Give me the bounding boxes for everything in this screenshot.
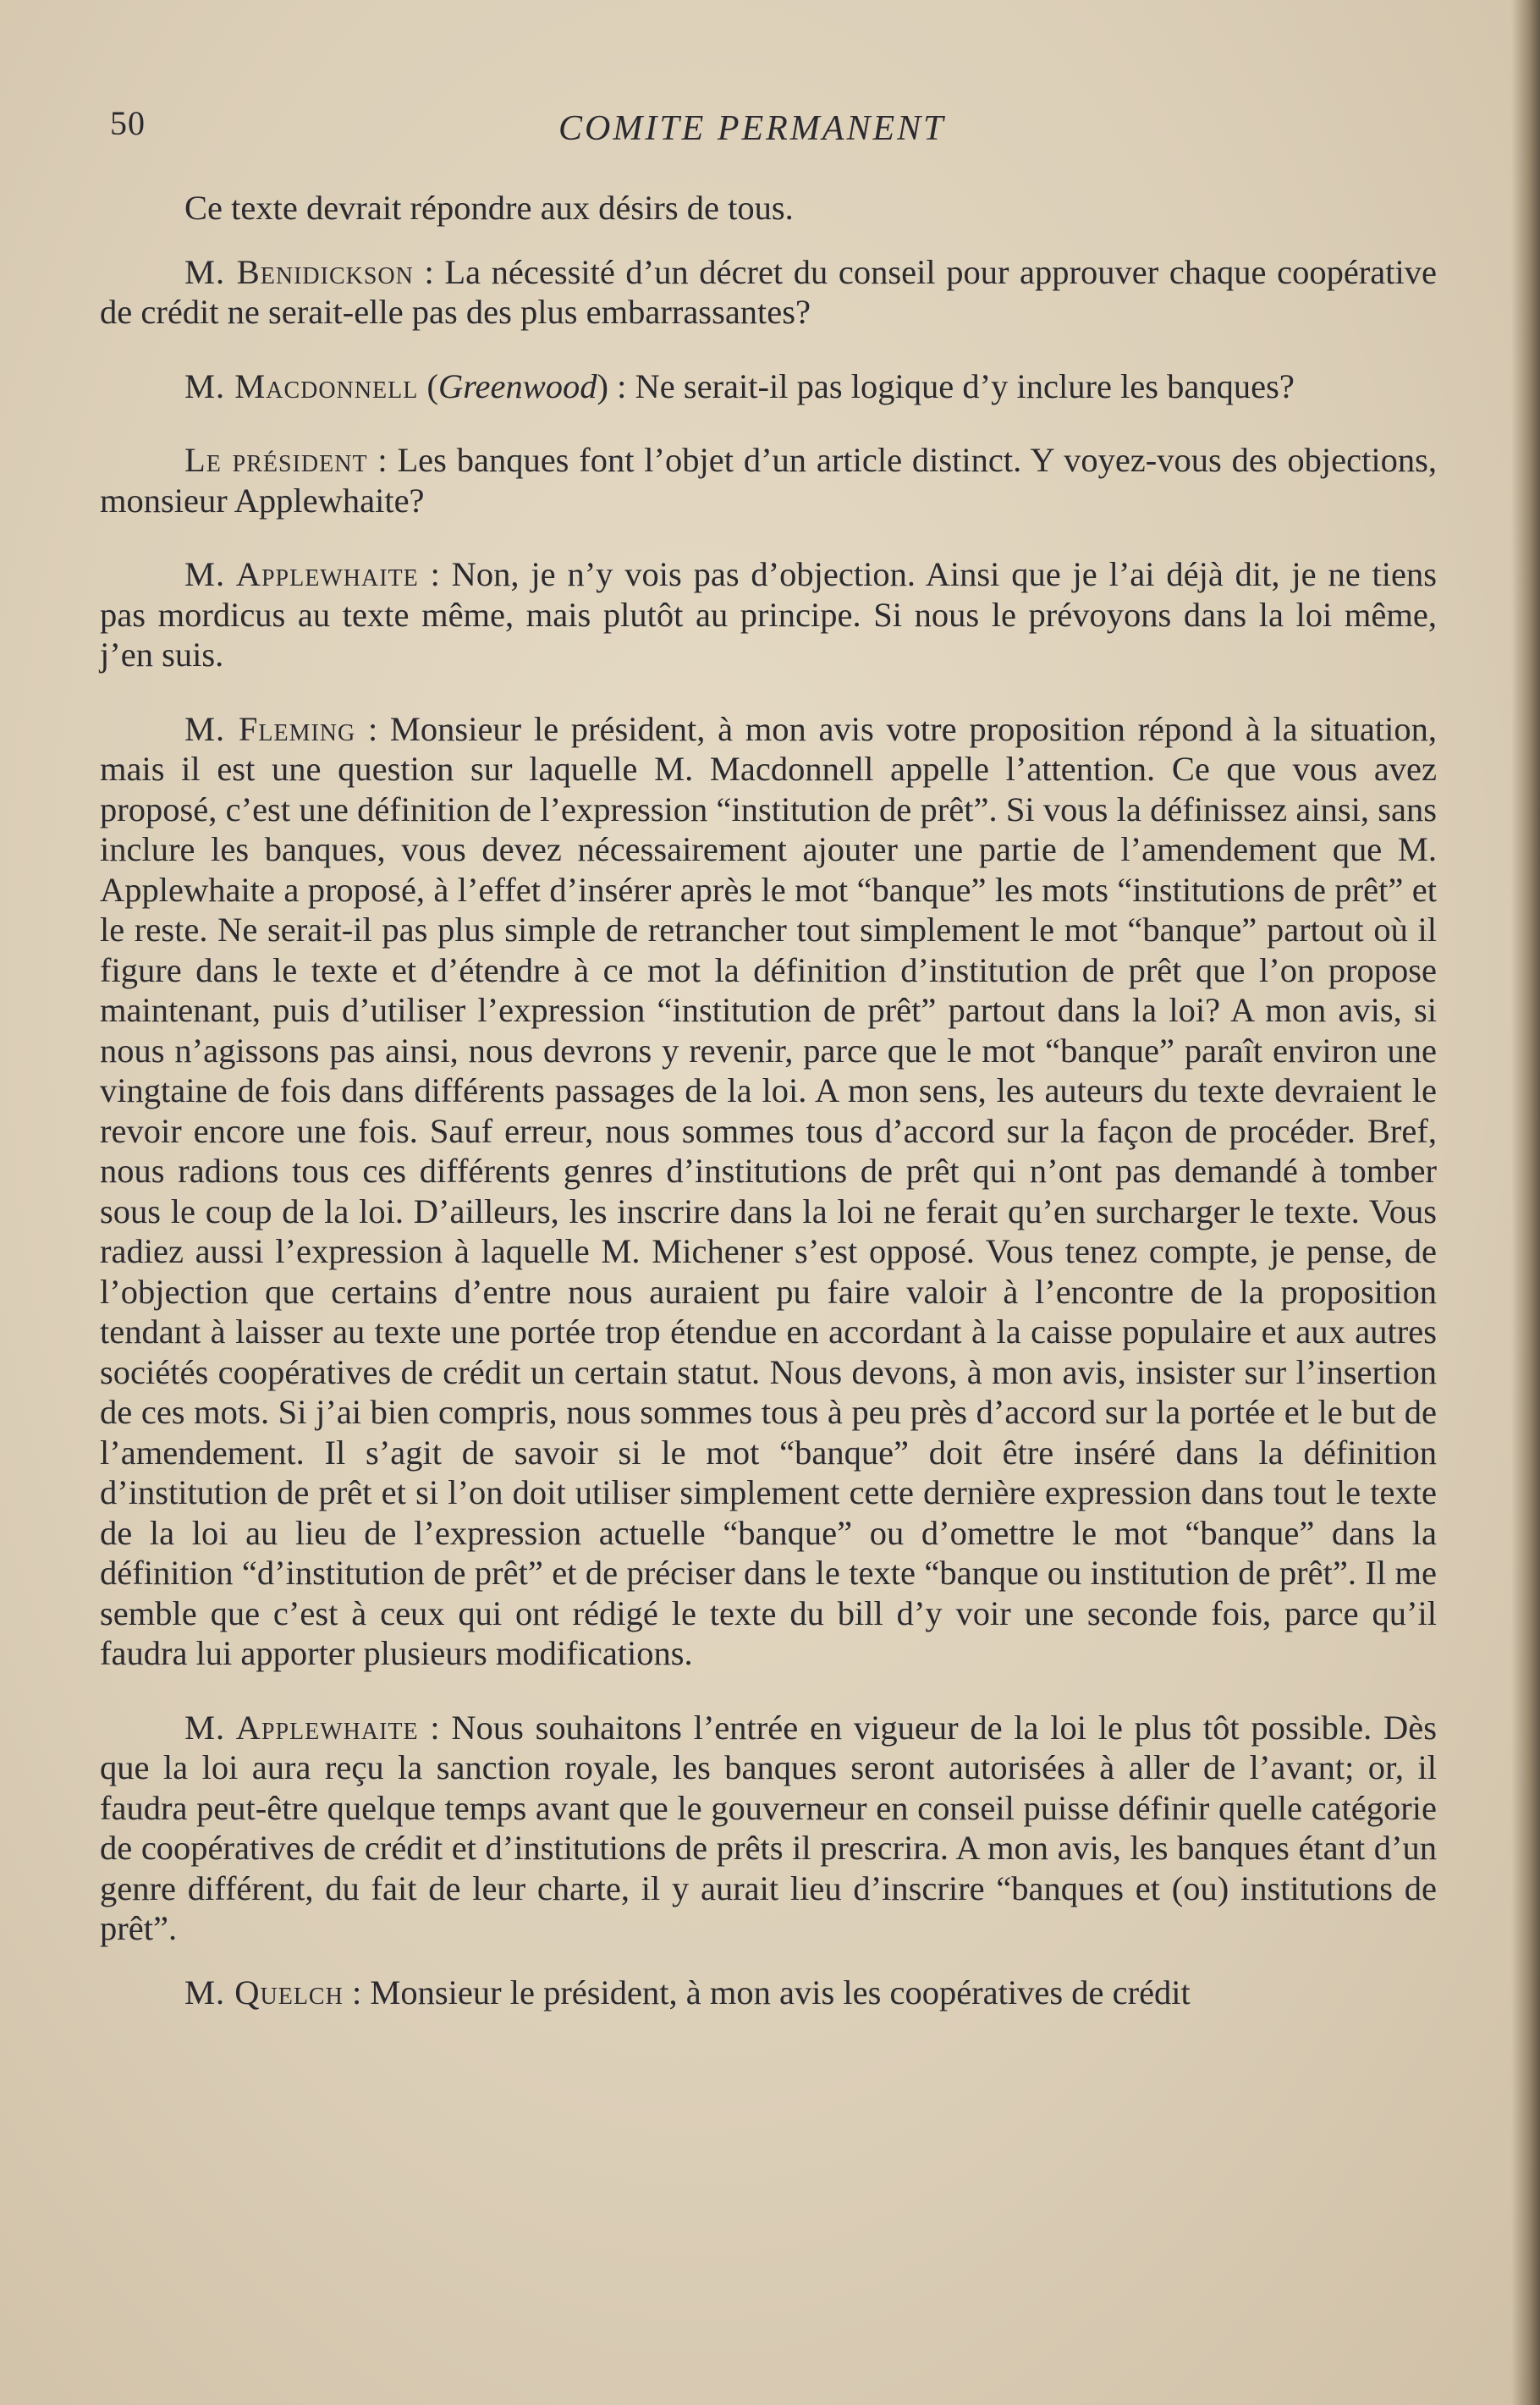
paragraph-text: Nous souhaitons l’entrée en vigueur de la loi le plus tôt possible. Dès que la loi aura reçu la sanction royale, les banques seront autorisées à aller de l’avant; or, il faudra peut-être quelque temps avant que le gouverneur en conseil puisse définir quelle catégorie de coopératives de crédit et d’institutions de prêts il prescrira. A mon avis, les banques étant d’un genre différent, du fait de leur charte, il y aurait lieu d’inscrire “banques et (ou) institutions de prêt”. <box>100 1708 1437 1947</box>
paragraph-applewhaite-2: M. Applewhaite : Nous souhaitons l’entrée en vigueur de la loi le plus tôt possible. Dès que la loi aura reçu la sanction royale, les banques seront autorisées à aller de l’avant; or, il faudra peut-être quelque temps avant que le gouverneur en conseil puisse définir quelle catégorie de coopératives de crédit et d’institutions de prêts il prescrira. A mon avis, les banques étant d’un genre différent, du fait de leur charte, il y aurait lieu d’inscrire “banques et (ou) institutions de prêt”. <box>100 1708 1437 1947</box>
paragraph-benidickson: M. Benidickson : La nécessité d’un décret du conseil pour approuver chaque coopérative de crédit ne serait-elle pas des plus embarrassantes? <box>100 252 1437 331</box>
paragraph-applewhaite-1: M. Applewhaite : Non, je n’y vois pas d’objection. Ainsi que je l’ai déjà dit, je ne tiens pas mordicus au texte même, mais plutôt au principe. Si nous le prévoyons dans la loi même, j’en suis. <box>100 555 1437 674</box>
paragraph-text: Ne serait-il pas logique d’y inclure les banques? <box>635 366 1295 405</box>
transcript-body <box>100 188 1437 2046</box>
page-number: 50 <box>110 104 146 142</box>
page-header <box>110 103 1438 154</box>
paragraph-fleming: M. Fleming : Monsieur le président, à mon avis votre proposition répond à la situation, mais il est une question sur laquelle M. Macdonnell appelle l’attention. Ce que vous avez proposé, c’est une définition de l’expression “institution de prêt”. Si vous la définissez ainsi, sans inclure les banques, vous devez nécessairement ajouter une partie de l’amendement que M. Applewhaite a proposé, à l’effet d’insérer après le mot “banque” les mots “institutions de prêt” et le reste. Ne serait-il pas plus simple de retrancher tout simplement le mot “banque” partout où il figure dans le texte et d’étendre à ce mot la définition d’institution de prêt que l’on propose maintenant, puis d’utiliser l’expression “institution de prêt” partout dans la loi? A mon avis, si nous n’agissons pas ainsi, nous devrons y revenir, parce que le mot “banque” paraît environ une vingtaine de fois dans différents passages de la loi. A mon sens, les auteurs du texte devraient le revoir encore une fois. Sauf erreur, nous sommes tous d’accord sur la façon de procéder. Bref, nous radions tous ces différents genres d’institutions de prêt qui n’ont pas demandé à tomber sous le coup de la loi. D’ailleurs, les inscrire dans la loi ne ferait qu’en surcharger le texte. Vous radiez aussi l’expression à laquelle M. Michener s’est opposé. Vous tenez compte, je pense, de l’objection que certains d’entre nous auraient pu faire valoir à l’encontre de la proposition tendant à laisser au texte une portée trop étendue en accordant à la caisse populaire et aux autres sociétés coopératives de crédit un certain statut. Nous devons, à mon avis, insister sur l’insertion de ces mots. Si j’ai bien compris, nous sommes tous à peu près d’accord sur la portée et le but de l’amendement. Il s’agit de savoir si le mot “banque” doit être inséré dans la définition d’institution de prêt et si l’on doit utiliser simplement cette dernière expression dans tout le texte de la loi au lieu de l’expression actuelle “banque” ou d’omettre le mot “banque” dans la définition “d’institution de prêt” et de préciser dans le texte “banque ou institution de prêt”. Il me semble que c’est à ceux qui ont rédigé le texte du bill d’y voir une seconde fois, parce qu’il faudra lui apporter plusieurs modifications. <box>100 709 1437 1672</box>
speaker-name: M. Applewhaite <box>184 1708 419 1747</box>
paragraph-text: Ce texte devrait répondre aux désirs de tous. <box>184 189 794 227</box>
paragraph-macdonnell: M. Macdonnell (Greenwood) : Ne serait-il pas logique d’y inclure les banques? <box>184 366 1295 405</box>
speaker-name: M. Fleming <box>184 709 356 748</box>
paragraph-text: Non, je n’y vois pas d’objection. Ainsi que je l’ai déjà dit, je ne tiens pas mordicus au texte même, mais plutôt au principe. Si nous le prévoyons dans la loi même, j’en suis. <box>100 555 1437 674</box>
speaker-name: M. Applewhaite <box>184 555 419 593</box>
speaker-riding: Greenwood <box>438 366 597 405</box>
paragraph-text: Les banques font l’objet d’un article distinct. Y voyez-vous des objections, monsieur Applewhaite? <box>100 441 1437 520</box>
paragraph-text: Monsieur le président, à mon avis votre proposition répond à la situation, mais il est une question sur laquelle M. Macdonnell appelle l’attention. Ce que vous avez proposé, c’est une définition de l’expression “institution de prêt”. Si vous la définissez ainsi, sans inclure les banques, vous devez nécessairement ajouter une partie de l’amendement que M. Applewhaite a proposé, à l’effet d’insérer après le mot “banque” les mots “institutions de prêt” et le reste. Ne serait-il pas plus simple de retrancher tout simplement le mot “banque” partout où il figure dans le texte et d’étendre à ce mot la définition d’institution de prêt que l’on propose maintenant, puis d’utiliser l’expression “institution de prêt” partout dans la loi? A mon avis, si nous n’agissons pas ainsi, nous devrons y revenir, parce que le mot “banque” paraît environ une vingtaine de fois dans différents passages de la loi. A mon sens, les auteurs du texte devraient le revoir encore une fois. Sauf erreur, nous sommes tous d’accord sur la façon de procéder. Bref, nous radions tous ces différents genres d’institutions de prêt qui n’ont pas demandé à tomber sous le coup de la loi. D’ailleurs, les inscrire dans la loi ne ferait qu’en surcharger le texte. Vous radiez aussi l’expression à laquelle M. Michener s’est opposé. Vous tenez compte, je pense, de l’objection que certains d’entre nous auraient pu faire valoir à l’encontre de la proposition tendant à laisser au texte une portée trop étendue en accordant à la caisse populaire et aux autres sociétés coopératives de crédit un certain statut. Nous devons, à mon avis, insister sur l’insertion de ces mots. Si j’ai bien compris, nous sommes tous à peu près d’accord sur la portée et le but de l’amendement. Il s’agit de savoir si le mot “banque” doit être inséré dans la définition d’institution de prêt et si l’on doit utiliser simplement cette dernière expression dans tout le texte de la loi au lieu de l’expression actuelle “banque” ou d’omettre le mot “banque” dans la définition “d’institution de prêt” et de préciser dans le texte “banque ou institution de prêt”. Il me semble que c’est à ceux qui ont rédigé le texte du bill d’y voir une seconde fois, parce qu’il faudra lui apporter plusieurs modifications. <box>100 709 1437 1672</box>
page-binding-edge <box>1511 0 1540 2405</box>
paragraph-text: La nécessité d’un décret du conseil pour approuver chaque coopérative de crédit ne serait-elle pas des plus embarrassantes? <box>100 252 1437 331</box>
speaker-name: M. Macdonnell <box>184 366 419 405</box>
paragraph-text: Monsieur le président, à mon avis les coopératives de crédit <box>370 1973 1191 2012</box>
running-title: COMITE PERMANENT <box>558 109 946 148</box>
speaker-name: Le président <box>184 441 368 479</box>
paragraph-intro <box>100 188 1437 228</box>
speaker-name: M. Quelch <box>184 1973 344 2012</box>
paragraph-quelch: M. Quelch : Monsieur le président, à mon avis les coopératives de crédit <box>184 1973 1191 2012</box>
speaker-name: M. Benidickson <box>184 252 414 291</box>
paragraph-president: Le président : Les banques font l’objet d’un article distinct. Y voyez-vous des objections, monsieur Applewhaite? <box>100 441 1437 520</box>
